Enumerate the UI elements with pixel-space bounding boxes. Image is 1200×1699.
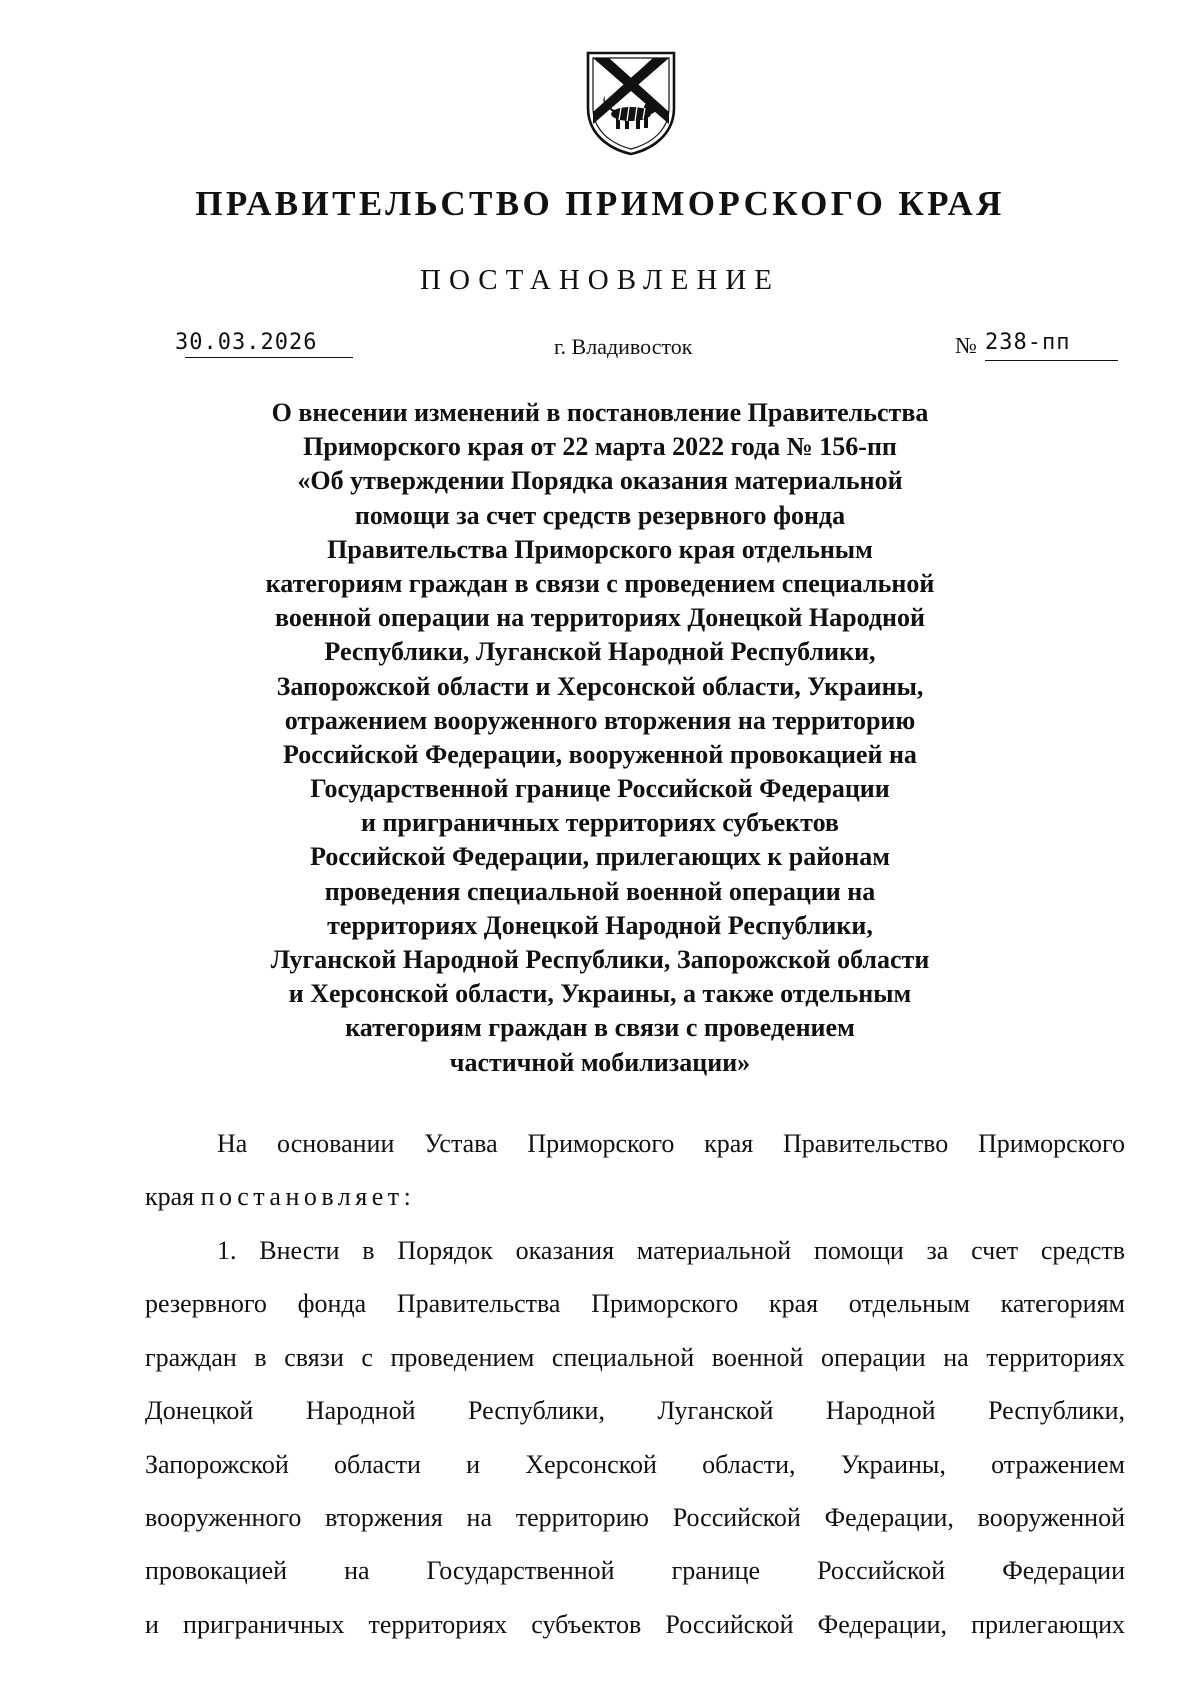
- resolution-keyword: постановляет:: [200, 1182, 416, 1212]
- clause-line: граждан в связи с проведением специальной военной операции на территориях: [145, 1342, 1125, 1372]
- title-line: и Херсонской области, Украины, а также отдельным: [288, 979, 912, 1009]
- title-line: проведения специальной военной операции на: [324, 876, 876, 906]
- clause-line: 1. Внести в Порядок оказания материальной помощи за счет средств: [217, 1236, 1125, 1265]
- title-line: территориях Донецкой Народной Республики,: [327, 910, 873, 940]
- title-line: и приграничных территориях субъектов: [361, 808, 839, 838]
- document-number: 238-пп: [985, 330, 1071, 355]
- preamble-paragraph: [145, 1117, 1125, 1224]
- clause-1-paragraph: [145, 1224, 1125, 1651]
- title-line: Республики, Луганской Народной Республики,: [324, 637, 876, 667]
- title-line: военной операции на территориях Донецкой Народной: [275, 603, 925, 633]
- title-line: отражением вооруженного вторжения на территорию: [284, 705, 916, 735]
- title-line: категориям граждан в связи с проведением: [345, 1013, 855, 1043]
- title-line: Запорожской области и Херсонской области, Украины,: [276, 671, 924, 701]
- clause-line: и приграничных территориях субъектов Российской Федерации, прилегающих: [145, 1609, 1125, 1639]
- preamble-prefix: края: [145, 1182, 201, 1212]
- document-city: г. Владивосток: [554, 334, 693, 359]
- title-line: Приморского края от 22 марта 2022 года № 156-пп: [303, 432, 897, 462]
- title-line: категориям граждан в связи с проведением специальной: [265, 568, 935, 598]
- title-line: Государственной границе Российской Федерации: [310, 774, 890, 804]
- preamble-line: [145, 1170, 1125, 1223]
- clause-line: Запорожской области и Херсонской области, Украины, отражением: [145, 1449, 1125, 1479]
- title-line: Российской Федерации, прилегающих к районам: [310, 842, 890, 872]
- clause-line: резервного фонда Правительства Приморского края отдельным категориям: [145, 1289, 1125, 1319]
- clause-line: провокацией на Государственной границе Российской Федерации: [145, 1556, 1125, 1586]
- title-line: Луганской Народной Республики, Запорожской области: [270, 945, 930, 974]
- title-line: «Об утверждении Порядка оказания материальной: [297, 466, 903, 496]
- document-type: ПОСТАНОВЛЕНИЕ: [420, 264, 780, 296]
- number-sign: №: [955, 333, 977, 358]
- clause-line: вооруженного вторжения на территорию Российской Федерации, вооруженной: [145, 1502, 1125, 1532]
- title-line: помощи за счет средств резервного фонда: [354, 500, 846, 530]
- title-line: О внесении изменений в постановление Правительства: [271, 398, 929, 427]
- date-underline: [185, 357, 353, 358]
- number-underline: [985, 360, 1118, 361]
- title-line: Правительства Приморского края отдельным: [327, 534, 873, 564]
- title-line: частичной мобилизации»: [449, 1047, 751, 1077]
- clause-line: Донецкой Народной Республики, Луганской Народной Республики,: [145, 1396, 1125, 1426]
- title-line: Российской Федерации, вооруженной провокацией на: [283, 739, 917, 769]
- preamble-line: На основании Устава Приморского края Правительство Приморского: [217, 1129, 1125, 1158]
- government-name: ПРАВИТЕЛЬСТВО ПРИМОРСКОГО КРАЯ: [195, 184, 1005, 223]
- document-title: [0, 396, 1200, 1080]
- primorsky-coat-of-arms-icon: [583, 50, 679, 156]
- document-date: 30.03.2026: [175, 330, 318, 355]
